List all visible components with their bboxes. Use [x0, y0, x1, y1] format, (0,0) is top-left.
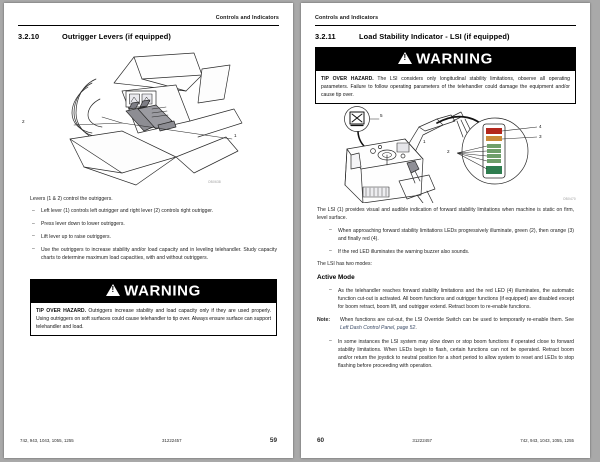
left-warning-text-block: [31, 303, 276, 335]
left-bullet-list: [30, 207, 277, 262]
left-section-number: 3.2.10: [18, 32, 40, 41]
right-warning-text: The LSI considers only longitudinal stability limitations, observe all operating parameters. Failure to follow operating parameters of the telehandler could damage the equipment and/or cause tip over.: [321, 75, 570, 98]
list-item: – In some instances the LSI system may slow down or stop boom functions if operated close to forward stability limitations. When LEDs begin to flash, certain functions can not be operated. Retract boom and/or return the joystick to neutral position for a short period to allow system to reset and LEDs to stop flashing before proceeding with operation.: [327, 338, 574, 371]
left-footer-part-number: 31222457: [162, 438, 182, 443]
left-page: [4, 3, 293, 458]
note-text-after: .: [415, 325, 417, 332]
list-item: – If the red LED illuminates the warning buzzer also sounds.: [327, 248, 574, 256]
left-figure-id: OB0638: [208, 180, 221, 184]
figure-callout-5: 5: [380, 113, 383, 118]
left-warning-bar: [31, 280, 276, 303]
right-page-footer: [317, 437, 574, 444]
right-body-text: [317, 206, 574, 375]
left-intro-paragraph: Levers (1 & 2) control the outriggers.: [30, 196, 113, 202]
final-bullet-list: [317, 338, 574, 371]
lsi-figure: [311, 103, 586, 203]
right-warning-text-block: [316, 71, 575, 103]
figure-callout-1: 1: [423, 139, 426, 144]
left-body-text: [30, 195, 277, 267]
right-bullet-list: [317, 227, 574, 256]
note-text-before: When functions are cut-out, the LSI Override Switch can be used to temporarily re-enable them. See: [340, 317, 574, 324]
left-warning-text: Outriggers increase stability and load capacity only if they are used properly. Using outriggers on soft surfaces could cause telehandler to tip over. Always ensure surface can support telehandler and load.: [36, 307, 272, 330]
left-page-footer: [20, 437, 277, 444]
right-figure-id: OB0470: [563, 197, 576, 201]
right-section-number: 3.2.11: [315, 32, 336, 41]
right-footer-models: 742, 943, 1043, 1055, 1255: [520, 438, 574, 443]
right-warning-title: WARNING: [416, 50, 493, 68]
right-warning-box: [315, 47, 576, 104]
list-item: – When approaching forward stability limitations LEDs progressively illuminate, green (2), then orange (3) and finally red (4).: [327, 227, 574, 244]
right-intro-paragraph: The LSI (1) provides visual and audible indication of forward stability limitations when machine is static on firm, level surface.: [317, 207, 574, 222]
warning-triangle-icon: [398, 52, 412, 64]
list-item: – Use the outriggers to increase stability and/or load capacity and in leveling telehandler. Study capacity charts to determine maximum load capacities, with and without outriggers.: [30, 246, 277, 263]
right-footer-part-number: 31222457: [412, 438, 432, 443]
figure-callout-1: 1: [234, 133, 237, 138]
figure-callout-4: 4: [539, 124, 542, 129]
note-block: [317, 316, 574, 333]
active-mode-subhead: Active Mode: [317, 273, 355, 281]
left-page-header: Controls and Indicators: [215, 15, 279, 21]
left-warning-box: [30, 279, 277, 336]
note-label: Note:: [317, 317, 331, 324]
right-section-title: [315, 32, 576, 41]
list-item: – Press lever down to lower outriggers.: [30, 220, 277, 228]
right-page-header: Controls and Indicators: [315, 15, 379, 21]
left-warning-title: WARNING: [124, 282, 201, 300]
list-item: – Lift lever up to raise outriggers.: [30, 233, 277, 241]
left-section-heading: Outrigger Levers (if equipped): [62, 32, 171, 41]
left-footer-models: 742, 943, 1043, 1055, 1255: [20, 438, 74, 443]
right-section-heading: Load Stability Indicator - LSI (if equipped): [359, 32, 510, 41]
list-item: – As the telehandler reaches forward stability limitations and the red LED (4) illuminates, the automatic function cut-out is activated. All boom functions and outrigger functions (if equipped) are disabled except for boom retract, boom lift, and outrigger extend. Retract boom to re-enable functions.: [327, 287, 574, 312]
warning-triangle-icon: [106, 284, 120, 296]
active-mode-bullet-list: [317, 287, 574, 312]
figure-callout-3: 3: [539, 134, 542, 139]
left-section-title: [18, 32, 279, 41]
right-header-rule: [315, 25, 576, 26]
left-warning-lead: TIP OVER HAZARD.: [36, 307, 86, 314]
right-page: [301, 3, 590, 458]
list-item: – Left lever (1) controls left outrigger and right lever (2) controls right outrigger.: [30, 207, 277, 215]
left-footer-page-number: 59: [269, 437, 277, 444]
outrigger-levers-illustration: [26, 47, 274, 195]
figure-callout-2: 2: [447, 149, 450, 154]
right-modes-line: The LSI has two modes:: [317, 261, 372, 268]
right-warning-bar: [316, 48, 575, 71]
left-header-rule: [18, 25, 279, 26]
right-warning-lead: TIP OVER HAZARD.: [321, 75, 374, 82]
figure-callout-2: 2: [22, 119, 25, 124]
outrigger-levers-figure: [22, 47, 274, 195]
cross-reference-link[interactable]: Left Dash Control Panel, page 52: [340, 325, 416, 332]
right-footer-page-number: 60: [317, 437, 325, 444]
